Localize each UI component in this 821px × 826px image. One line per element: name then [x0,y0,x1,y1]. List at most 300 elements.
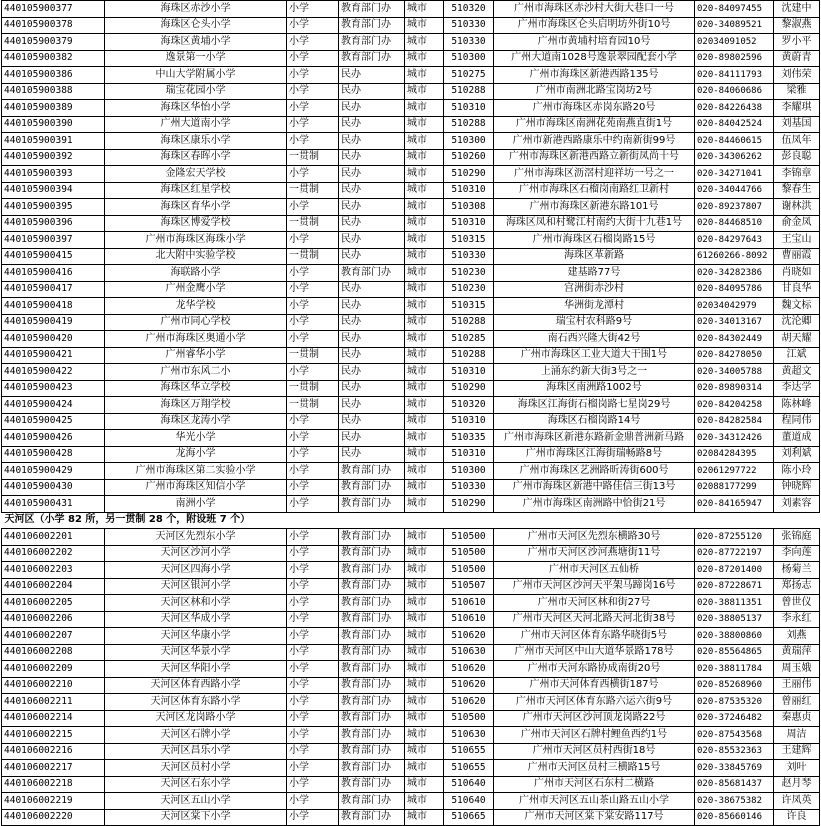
postal-code-cell: 510620 [444,661,494,678]
school-level-cell: 小学 [287,50,339,67]
principal-cell: 俞金凤 [774,215,820,232]
address-cell: 广州市海珠区赤岗东路20号 [494,100,695,117]
school-code-cell: 440106002215 [2,727,105,744]
organizer-cell: 教育部门办 [339,611,405,628]
postal-code-cell: 510620 [444,628,494,645]
principal-cell: 赵月琴 [774,776,820,793]
area-type-cell: 城市 [405,760,444,777]
school-name-cell: 海珠区博爱学校 [105,215,287,232]
principal-cell: 王丽伟 [774,677,820,694]
section-heading: 天河区（小学 82 所，另一贯制 28 个，附设班 7 个） [2,512,820,529]
organizer-cell: 民办 [339,380,405,397]
organizer-cell: 教育部门办 [339,595,405,612]
school-level-cell: 小学 [287,166,339,183]
school-name-cell: 海珠区仑头小学 [105,17,287,34]
organizer-cell: 教育部门办 [339,479,405,496]
school-name-cell: 海珠区红星学校 [105,182,287,199]
postal-code-cell: 510640 [444,793,494,810]
school-code-cell: 440105900422 [2,364,105,381]
school-level-cell: 小学 [287,694,339,711]
table-row [2,595,820,612]
area-type-cell: 城市 [405,314,444,331]
area-type-cell: 城市 [405,628,444,645]
phone-cell: 020-38800860 [695,628,774,645]
phone-cell: 020-84042524 [695,116,774,133]
school-code-cell: 440105900425 [2,413,105,430]
address-cell: 海珠区南洲路1002号 [494,380,695,397]
principal-cell: 董道成 [774,430,820,447]
school-name-cell: 华光小学 [105,430,287,447]
principal-cell: 刘素容 [774,496,820,513]
address-cell: 广州市海珠区石榴岗路15号 [494,232,695,249]
phone-cell: 020-84297643 [695,232,774,249]
address-cell: 广州市天河区员村西街18号 [494,743,695,760]
principal-cell: 罗小平 [774,34,820,51]
phone-cell: 020-34089521 [695,17,774,34]
school-level-cell: 小学 [287,760,339,777]
school-code-cell: 440105900390 [2,116,105,133]
address-cell: 广州市海珠区工业大道大干围1号 [494,347,695,364]
phone-cell: 02034042979 [695,298,774,315]
school-name-cell: 海珠区龙涛小学 [105,413,287,430]
school-code-cell: 440105900396 [2,215,105,232]
school-code-cell: 440105900394 [2,182,105,199]
organizer-cell: 民办 [339,397,405,414]
organizer-cell: 教育部门办 [339,793,405,810]
school-level-cell: 小学 [287,67,339,84]
school-code-cell: 440105900420 [2,331,105,348]
school-code-cell: 440106002202 [2,545,105,562]
principal-cell: 曾丽红 [774,694,820,711]
address-cell: 广州市黄埔村培育园10号 [494,34,695,51]
postal-code-cell: 510288 [444,347,494,364]
school-code-cell: 440105900382 [2,50,105,67]
phone-cell: 020-89237807 [695,199,774,216]
area-type-cell: 城市 [405,430,444,447]
school-name-cell: 海珠区育华小学 [105,199,287,216]
school-level-cell: 小学 [287,199,339,216]
school-name-cell: 天河区华成小学 [105,611,287,628]
school-level-cell: 一贯制 [287,182,339,199]
principal-cell: 黄瑞萍 [774,644,820,661]
phone-cell: 020-34271041 [695,166,774,183]
school-name-cell: 天河区石牌小学 [105,727,287,744]
principal-cell: 王建辉 [774,743,820,760]
school-name-cell: 海珠区赤沙小学 [105,1,287,18]
school-name-cell: 广州市海珠区知信小学 [105,479,287,496]
address-cell: 华洲街龙潭村 [494,298,695,315]
school-level-cell: 一贯制 [287,215,339,232]
phone-cell: 020-38675382 [695,793,774,810]
table-row [2,100,820,117]
postal-code-cell: 510275 [444,67,494,84]
area-type-cell: 城市 [405,694,444,711]
address-cell: 广州大道南1028号逸景翠园配套小学 [494,50,695,67]
area-type-cell: 城市 [405,331,444,348]
organizer-cell: 教育部门办 [339,809,405,826]
postal-code-cell: 510320 [444,1,494,18]
phone-cell: 020-34282386 [695,265,774,282]
area-type-cell: 城市 [405,545,444,562]
table-row [2,545,820,562]
address-cell: 广州市天河区先烈东横路30号 [494,529,695,546]
table-row [2,364,820,381]
school-code-cell: 440106002206 [2,611,105,628]
area-type-cell: 城市 [405,446,444,463]
address-cell: 宫洲街赤沙村 [494,281,695,298]
school-level-cell: 小学 [287,446,339,463]
school-level-cell: 小学 [287,116,339,133]
organizer-cell: 民办 [339,100,405,117]
organizer-cell: 民办 [339,298,405,315]
postal-code-cell: 510310 [444,364,494,381]
school-level-cell: 小学 [287,17,339,34]
school-level-cell: 小学 [287,100,339,117]
address-cell: 广州市海珠区沥滘村迎祥坊一号之一 [494,166,695,183]
organizer-cell: 民办 [339,430,405,447]
school-level-cell: 小学 [287,83,339,100]
postal-code-cell: 510335 [444,430,494,447]
postal-code-cell: 510230 [444,281,494,298]
address-cell: 广州市海珠区石榴岗南路红卫新村 [494,182,695,199]
school-name-cell: 广州市海珠区第二实验小学 [105,463,287,480]
school-name-cell: 天河区华景小学 [105,644,287,661]
address-cell: 南石西兴隆大街42号 [494,331,695,348]
school-code-cell: 440105900421 [2,347,105,364]
address-cell: 广州市天河区中山大道华景路178号 [494,644,695,661]
postal-code-cell: 510285 [444,331,494,348]
area-type-cell: 城市 [405,496,444,513]
principal-cell: 周洁 [774,727,820,744]
address-cell: 广州市海珠区新港西路135号 [494,67,695,84]
school-name-cell: 天河区五山小学 [105,793,287,810]
table-row [2,380,820,397]
address-cell: 建基路77号 [494,265,695,282]
organizer-cell: 教育部门办 [339,496,405,513]
principal-cell: 李永红 [774,611,820,628]
phone-cell: 02061297722 [695,463,774,480]
phone-cell: 020-87722197 [695,545,774,562]
postal-code-cell: 510500 [444,529,494,546]
table-row [2,562,820,579]
postal-code-cell: 510290 [444,380,494,397]
table-row [2,17,820,34]
school-code-cell: 440105900397 [2,232,105,249]
postal-code-cell: 510288 [444,83,494,100]
phone-cell: 61260266-8092 [695,248,774,265]
school-code-cell: 440105900389 [2,100,105,117]
organizer-cell: 民办 [339,281,405,298]
postal-code-cell: 510290 [444,496,494,513]
school-code-cell: 440106002219 [2,793,105,810]
table-row [2,463,820,480]
school-name-cell: 北大附中实验学校 [105,248,287,265]
organizer-cell: 民办 [339,446,405,463]
school-code-cell: 440106002207 [2,628,105,645]
postal-code-cell: 510330 [444,248,494,265]
area-type-cell: 城市 [405,265,444,282]
principal-cell: 王宝山 [774,232,820,249]
school-code-cell: 440105900415 [2,248,105,265]
phone-cell: 020-84165947 [695,496,774,513]
principal-cell: 周玉娥 [774,661,820,678]
organizer-cell: 教育部门办 [339,743,405,760]
table-row [2,314,820,331]
organizer-cell: 民办 [339,314,405,331]
school-level-cell: 小学 [287,331,339,348]
phone-cell: 02034091052 [695,34,774,51]
table-body [2,1,820,826]
table-row [2,199,820,216]
school-level-cell: 小学 [287,562,339,579]
school-level-cell: 小学 [287,314,339,331]
postal-code-cell: 510330 [444,34,494,51]
phone-cell: 020-84468510 [695,215,774,232]
organizer-cell: 民办 [339,199,405,216]
school-level-cell: 小学 [287,133,339,150]
area-type-cell: 城市 [405,248,444,265]
school-name-cell: 天河区华康小学 [105,628,287,645]
area-type-cell: 城市 [405,611,444,628]
school-name-cell: 金隆宏天学校 [105,166,287,183]
school-level-cell: 一贯制 [287,248,339,265]
organizer-cell: 民办 [339,182,405,199]
postal-code-cell: 510300 [444,50,494,67]
area-type-cell: 城市 [405,347,444,364]
organizer-cell: 教育部门办 [339,628,405,645]
postal-code-cell: 510310 [444,100,494,117]
organizer-cell: 教育部门办 [339,661,405,678]
table-row [2,578,820,595]
phone-cell: 020-87228671 [695,578,774,595]
area-type-cell: 城市 [405,67,444,84]
postal-code-cell: 510310 [444,413,494,430]
address-cell: 广州市天河区员村三横路15号 [494,760,695,777]
school-code-cell: 440106002208 [2,644,105,661]
postal-code-cell: 510300 [444,463,494,480]
area-type-cell: 城市 [405,232,444,249]
school-code-cell: 440105900391 [2,133,105,150]
principal-cell: 刘伟荣 [774,67,820,84]
principal-cell: 李达学 [774,380,820,397]
phone-cell: 020-85660146 [695,809,774,826]
principal-cell: 曾世仪 [774,595,820,612]
postal-code-cell: 510310 [444,182,494,199]
table-row [2,397,820,414]
table-row [2,248,820,265]
address-cell: 广州市天河区五山茶山路五山小学 [494,793,695,810]
school-level-cell: 小学 [287,793,339,810]
table-row [2,232,820,249]
table-row [2,694,820,711]
address-cell: 广州市海珠区仑头启明坊外街10号 [494,17,695,34]
principal-cell: 刘叶 [774,760,820,777]
organizer-cell: 教育部门办 [339,17,405,34]
school-code-cell: 440105900419 [2,314,105,331]
school-level-cell: 一贯制 [287,380,339,397]
school-level-cell: 一贯制 [287,347,339,364]
postal-code-cell: 510655 [444,743,494,760]
organizer-cell: 教育部门办 [339,776,405,793]
area-type-cell: 城市 [405,595,444,612]
area-type-cell: 城市 [405,1,444,18]
principal-cell: 彭良聪 [774,149,820,166]
organizer-cell: 教育部门办 [339,760,405,777]
area-type-cell: 城市 [405,380,444,397]
postal-code-cell: 510500 [444,562,494,579]
school-code-cell: 440106002210 [2,677,105,694]
school-level-cell: 小学 [287,479,339,496]
phone-cell: 020-84302449 [695,331,774,348]
phone-cell: 020-38811784 [695,661,774,678]
postal-code-cell: 510630 [444,644,494,661]
table-row [2,1,820,18]
table-row [2,166,820,183]
school-level-cell: 小学 [287,595,339,612]
school-name-cell: 天河区昌乐小学 [105,743,287,760]
principal-cell: 钟晓辉 [774,479,820,496]
principal-cell: 许凤英 [774,793,820,810]
phone-cell: 020-84095786 [695,281,774,298]
school-code-cell: 440105900423 [2,380,105,397]
school-name-cell: 天河区林和小学 [105,595,287,612]
area-type-cell: 城市 [405,100,444,117]
area-type-cell: 城市 [405,727,444,744]
school-name-cell: 广州市同心学校 [105,314,287,331]
principal-cell: 刘利斌 [774,446,820,463]
area-type-cell: 城市 [405,413,444,430]
postal-code-cell: 510260 [444,149,494,166]
school-name-cell: 广州市海珠区海珠小学 [105,232,287,249]
address-cell: 广州市南洲北路宝岗坊2号 [494,83,695,100]
address-cell: 广州市天河东路协成南街20号 [494,661,695,678]
postal-code-cell: 510288 [444,314,494,331]
school-name-cell: 广州市东风二小 [105,364,287,381]
postal-code-cell: 510665 [444,809,494,826]
phone-cell: 020-37246482 [695,710,774,727]
organizer-cell: 民办 [339,67,405,84]
school-name-cell: 海珠区黄埔小学 [105,34,287,51]
phone-cell: 020-33845769 [695,760,774,777]
school-name-cell: 天河区沙河小学 [105,545,287,562]
area-type-cell: 城市 [405,50,444,67]
school-level-cell: 小学 [287,545,339,562]
table-row [2,446,820,463]
school-level-cell: 小学 [287,661,339,678]
school-level-cell: 小学 [287,628,339,645]
area-type-cell: 城市 [405,83,444,100]
table-row [2,413,820,430]
principal-cell: 黎春生 [774,182,820,199]
phone-cell: 02084284395 [695,446,774,463]
principal-cell: 胡天耀 [774,331,820,348]
phone-cell: 020-89802596 [695,50,774,67]
school-code-cell: 440105900428 [2,446,105,463]
organizer-cell: 民办 [339,364,405,381]
phone-cell: 020-87255120 [695,529,774,546]
school-code-cell: 440105900424 [2,397,105,414]
address-cell: 海珠区革新路 [494,248,695,265]
postal-code-cell: 510500 [444,545,494,562]
school-level-cell: 小学 [287,1,339,18]
principal-cell: 梁雅 [774,83,820,100]
address-cell: 海珠区江海街石榴岗路七星岗29号 [494,397,695,414]
area-type-cell: 城市 [405,677,444,694]
school-name-cell: 瑞宝花园小学 [105,83,287,100]
principal-cell: 谢林洪 [774,199,820,216]
school-name-cell: 中山大学附属小学 [105,67,287,84]
school-code-cell: 440105900388 [2,83,105,100]
school-code-cell: 440106002218 [2,776,105,793]
organizer-cell: 民办 [339,347,405,364]
school-name-cell: 广州睿华小学 [105,347,287,364]
area-type-cell: 城市 [405,793,444,810]
organizer-cell: 教育部门办 [339,463,405,480]
school-name-cell: 天河区龙岗路小学 [105,710,287,727]
address-cell: 广州市海珠区新港西路立新街凤尚十号 [494,149,695,166]
table-row [2,133,820,150]
phone-cell: 020-85532363 [695,743,774,760]
organizer-cell: 民办 [339,232,405,249]
principal-cell: 甘良华 [774,281,820,298]
phone-cell: 020-85564865 [695,644,774,661]
organizer-cell: 民办 [339,116,405,133]
principal-cell: 曹丽霞 [774,248,820,265]
school-code-cell: 440106002211 [2,694,105,711]
postal-code-cell: 510610 [444,595,494,612]
address-cell: 广州市天河区体育东路六运六街9号 [494,694,695,711]
organizer-cell: 民办 [339,215,405,232]
school-name-cell: 海珠区华怡小学 [105,100,287,117]
area-type-cell: 城市 [405,479,444,496]
principal-cell: 许良 [774,809,820,826]
principal-cell: 黄蔚青 [774,50,820,67]
school-name-cell: 海珠区春晖小学 [105,149,287,166]
address-cell: 广州市天河区棠下棠安路117号 [494,809,695,826]
school-level-cell: 小学 [287,232,339,249]
school-code-cell: 440105900431 [2,496,105,513]
school-name-cell: 广州市海珠区奥通小学 [105,331,287,348]
school-list-table [1,0,820,826]
school-code-cell: 440106002203 [2,562,105,579]
school-level-cell: 小学 [287,298,339,315]
school-name-cell: 天河区体育西路小学 [105,677,287,694]
table-row [2,661,820,678]
principal-cell: 程同伟 [774,413,820,430]
phone-cell: 020-34044766 [695,182,774,199]
school-code-cell: 440106002204 [2,578,105,595]
table-row [2,496,820,513]
phone-cell: 020-34013167 [695,314,774,331]
school-level-cell: 小学 [287,364,339,381]
postal-code-cell: 510640 [444,776,494,793]
school-code-cell: 440105900429 [2,463,105,480]
address-cell: 上涌东约新大街3号之一 [494,364,695,381]
school-code-cell: 440105900417 [2,281,105,298]
postal-code-cell: 510507 [444,578,494,595]
principal-cell: 黎淑燕 [774,17,820,34]
postal-code-cell: 510288 [444,116,494,133]
school-name-cell: 海珠区万翔学校 [105,397,287,414]
table-row [2,760,820,777]
school-code-cell: 440106002220 [2,809,105,826]
table-row [2,809,820,826]
phone-cell: 020-89890314 [695,380,774,397]
area-type-cell: 城市 [405,215,444,232]
postal-code-cell: 510308 [444,199,494,216]
school-code-cell: 440106002216 [2,743,105,760]
school-level-cell: 小学 [287,809,339,826]
